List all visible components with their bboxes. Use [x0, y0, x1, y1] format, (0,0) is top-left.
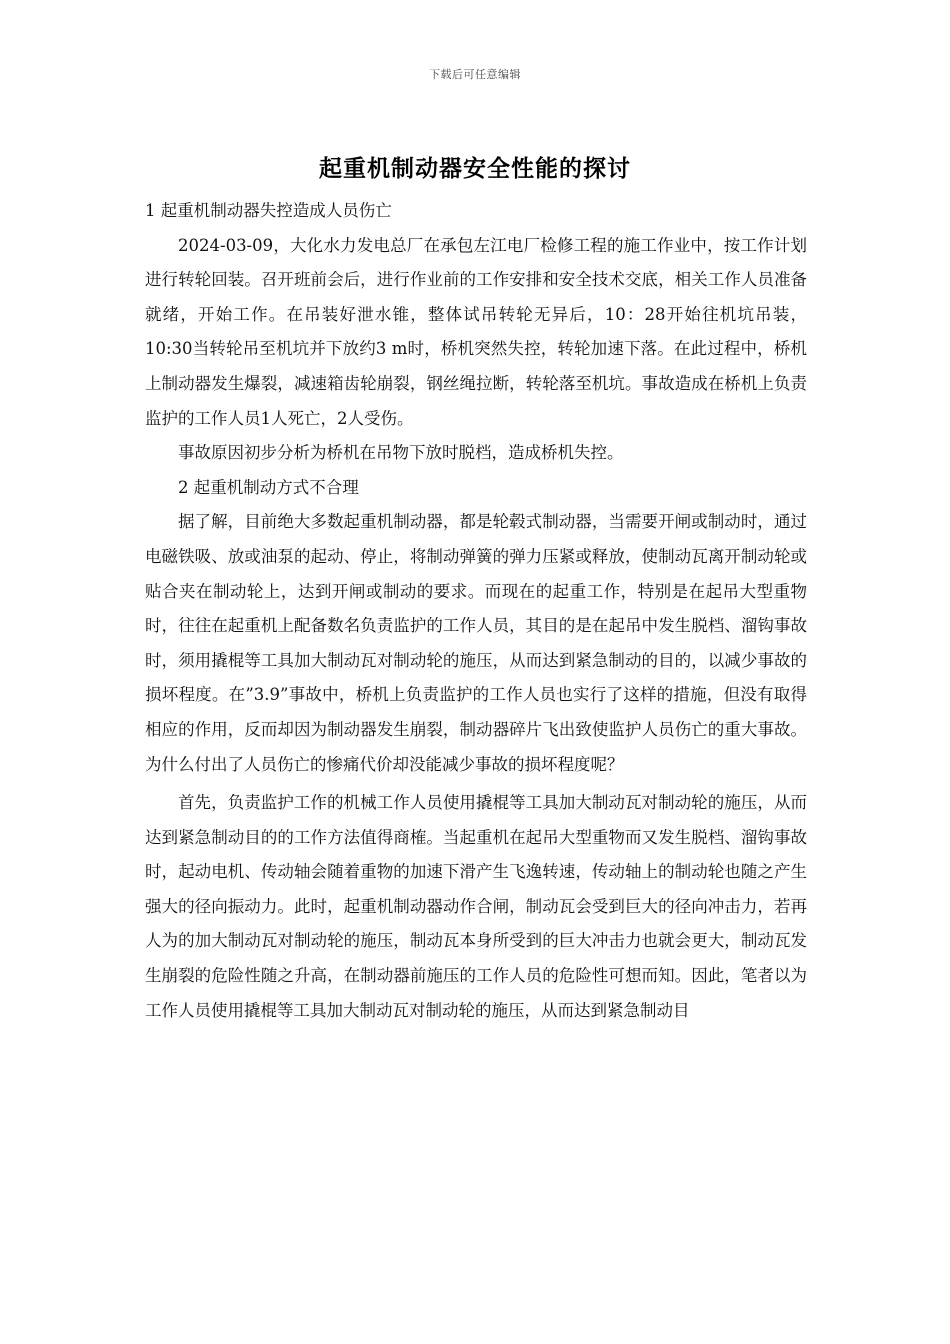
document-title: 起重机制动器安全性能的探讨 — [319, 156, 631, 182]
paragraph-4: 首先，负责监护工作的机械工作人员使用撬棍等工具加大制动瓦对制动轮的施压，从而达到紧急制动目的的工作方法值得商榷。当起重机在起吊大型重物而又发生脱档、溜钩事故时，起动电机、传动轴会随着重物的加速下滑产生飞逸转速，传动轴上的制动轮也随之产生强大的径向振动力。此时，起重机制动器动作合闸，制动瓦会受到巨大的径向冲击力，若再人为的加大制动瓦对制动轮的施压，制动瓦本身所受到的巨大冲击力也就会更大，制动瓦发生崩裂的危险性随之升高，在制动器前施压的工作人员的危险性可想而知。因此，笔者以为工作人员使用撬棍等工具加大制动瓦对制动轮的施压，从而达到紧急制动目 — [145, 793, 807, 1020]
paragraph-2: 事故原因初步分析为桥机在吊物下放时脱档，造成桥机失控。 — [178, 443, 624, 463]
header-note: 下载后可任意编辑 — [429, 68, 521, 81]
paragraph-1: 2024-03-09，大化水力发电总厂在承包左江电厂检修工程的施工作业中，按工作计划进行转轮回装。召开班前会后，进行作业前的工作安排和安全技术交底，相关工作人员准备就绪，开始工作。在吊装好泄水锥，整体试吊转轮无异后，10：28开始往机坑吊装，10:30当转轮吊至机坑并下放约3 m时，桥机突然失控，转轮加速下落。在此过程中，桥机上制动器发生爆裂，减速箱齿轮崩裂，钢丝绳拉断，转轮落至机坑。事故造成在桥机上负责监护的工作人员1人死亡，2人受伤。 — [145, 235, 807, 428]
document-body — [145, 194, 807, 1028]
section-1-heading: 1 起重机制动器失控造成人员伤亡 — [145, 201, 392, 220]
section-2-heading: 2 起重机制动方式不合理 — [178, 477, 359, 497]
paragraph-3: 据了解，目前绝大多数起重机制动器，都是轮毂式制动器，当需要开闸或制动时，通过电磁铁吸、放或油泵的起动、停止，将制动弹簧的弹力压紧或释放，使制动瓦离开制动轮或贴合夹在制动轮上，达到开闸或制动的要求。而现在的起重工作，特别是在起吊大型重物时，往往在起重机上配备数名负责监护的工作人员，其目的是在起吊中发生脱档、溜钩事故时，须用撬棍等工具加大制动瓦对制动轮的施压，从而达到紧急制动的目的，以减少事故的损坏程度。在”3.9”事故中，桥机上负责监护的工作人员也实行了这样的措施，但没有取得相应的作用，反而却因为制动器发生崩裂，制动器碎片飞出致使监护人员伤亡的重大事故。为什么付出了人员伤亡的惨痛代价却没能减少事故的损坏程度呢？ — [145, 512, 807, 774]
